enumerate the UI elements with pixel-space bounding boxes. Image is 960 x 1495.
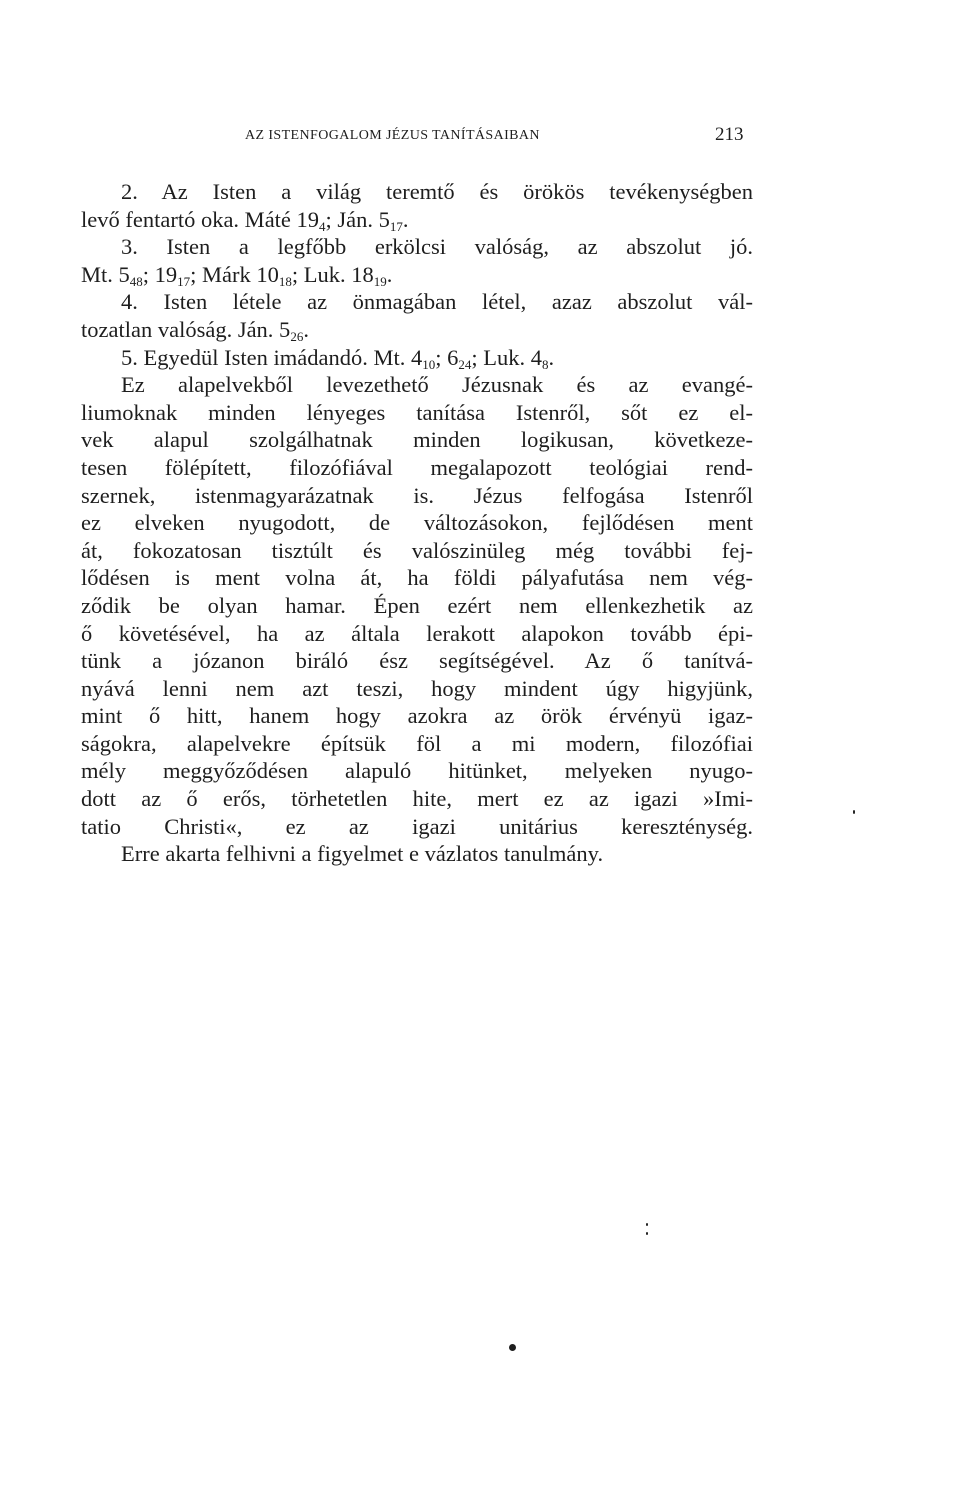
text-line: tünk a józanon biráló ész segítségével. Az ő tanítvá-	[81, 648, 753, 674]
text-line: tesen fölépített, filozófiával megalapozott teológiai rend-	[81, 454, 753, 480]
text-line: 3. Isten a legfőbb erkölcsi valóság, az abszolut jó.	[121, 234, 753, 260]
text-line: 5. Egyedül Isten imádandó. Mt. $4_{10}$; $6_{24}$; Luk. $4_8$.	[121, 344, 555, 372]
text-line: 2. Az Isten a világ teremtő és örökös tevékenységben	[121, 179, 753, 204]
text-line: ződik be olyan hamar. Épen ezért nem ellenkezhetik az	[81, 592, 753, 618]
text-line: mély meggyőződésen alapuló hitünket, melyeken nyugo-	[81, 758, 753, 784]
text-line: mint ő hitt, hanem hogy azokra az örök érvényü igaz-	[81, 703, 753, 729]
text-line: nyává lenni nem azt teszi, hogy mindent úgy higyjünk,	[81, 675, 753, 701]
text-line: levő fentartó oka. Máté $19_4$; Ján. $5_{17}$.	[81, 206, 409, 234]
text-line: vek alapul szolgálhatnak minden logikusan, következe-	[81, 427, 753, 453]
text-line: szernek, istenmagyarázatnak is. Jézus felfogása Istenről	[81, 482, 753, 508]
ink-speck	[646, 1223, 648, 1226]
text-line: liumoknak minden lényeges tanítása Istenről, sőt ez el-	[81, 399, 753, 425]
ink-speck	[853, 810, 855, 814]
text-line: át, fokozatosan tisztúlt és valószinüleg még további fej-	[81, 537, 753, 563]
text-line: Mt. $5_{48}$; $19_{17}$; Márk $10_{18}$; Luk. $18_{19}$.	[81, 261, 393, 289]
ink-speck	[509, 1344, 516, 1351]
running-title: AZ ISTENFOGALOM JÉZUS TANÍTÁSAIBAN	[245, 128, 540, 143]
text-line: 4. Isten létele az önmagában létel, azaz abszolut vál-	[121, 289, 753, 315]
text-line: Erre akarta felhivni a figyelmet e vázlatos tanulmány.	[121, 841, 604, 867]
text-line: lődésen is ment volna át, ha földi pályafutása nem vég-	[81, 565, 753, 591]
text-line: tatio Christi«, ez az igazi unitárius kereszténység.	[81, 813, 753, 839]
page-number: 213	[715, 124, 744, 145]
text-line: tozatlan valóság. Ján. $5_{26}$.	[81, 316, 309, 344]
body-text	[81, 178, 753, 868]
text-line: dott az ő erős, törhetetlen hite, mert ez az igazi »Imi-	[81, 786, 753, 812]
text-line: Ez alapelvekből levezethető Jézusnak és az evangé-	[121, 372, 753, 398]
text-line: ságokra, alapelvekre építsük föl a mi modern, filozófiai	[81, 730, 753, 756]
ink-speck	[646, 1232, 648, 1235]
text-line: ő követésével, ha az általa lerakott alapokon tovább épi-	[81, 620, 753, 646]
text-line: ez elveken nyugodott, de változásokon, fejlődésen ment	[81, 510, 753, 536]
